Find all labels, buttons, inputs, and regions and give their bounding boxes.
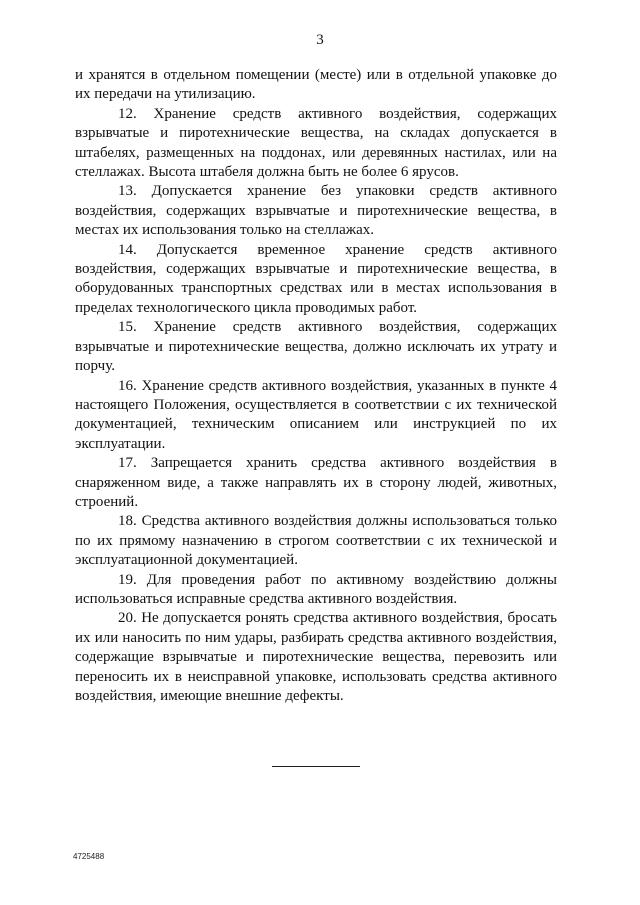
document-body [75,66,557,706]
paragraph-item-13: 13. Допускается хранение без упаковки средств активного воздействия, содержащих взрывчатые и пиротехнические вещества, в местах их использования только на стеллажах. [75,183,557,239]
paragraph-item-16: 16. Хранение средств активного воздействия, указанных в пункте 4 настоящего Положения, осуществляется в соответствии с их технической документацией, техническим описанием или инструкцией по их эксплуатации. [75,377,557,452]
paragraph-item-14: 14. Допускается временное хранение средств активного воздействия, содержащих взрывчатые и пиротехнические вещества, в оборудованных транспортных средствах или в местах использования в пределах технологического цикла проводимых работ. [75,241,557,316]
paragraph-item-18: 18. Средства активного воздействия должны использоваться только по их прямому назначению в строгом соответствии с их технической и эксплуатационной документацией. [75,513,557,569]
paragraph-continuation: и хранятся в отдельном помещении (месте) или в отдельной упаковке до их передачи на утилизацию. [75,67,557,103]
page-number: 3 [316,32,324,48]
paragraph-item-17: 17. Запрещается хранить средства активного воздействия в снаряженном виде, а также направлять их в сторону людей, животных, строений. [75,455,557,510]
paragraph-item-12: 12. Хранение средств активного воздействия, содержащих взрывчатые и пиротехнические вещества, на складах допускается в штабелях, размещенных на поддонах, или деревянных настилах, или на стеллажах. Высота штабеля должна быть не более 6 ярусов. [75,105,557,181]
paragraph-item-19: 19. Для проведения работ по активному воздействию должны использоваться исправные средства активного воздействия. [75,571,557,607]
document-code: 4725488 [73,852,105,861]
paragraph-item-20: 20. Не допускается ронять средства активного воздействия, бросать их или наносить по ним удары, разбирать средства активного воздействия, содержащие взрывчатые и пиротехнические вещества, перевозить или переносить их в неисправной упаковке, использовать средства активного воздействия, имеющие внешние дефекты. [75,610,557,704]
end-divider [272,766,360,767]
paragraph-item-15: 15. Хранение средств активного воздействия, содержащих взрывчатые и пиротехнические вещества, должно исключать их утрату и порчу. [75,319,557,375]
